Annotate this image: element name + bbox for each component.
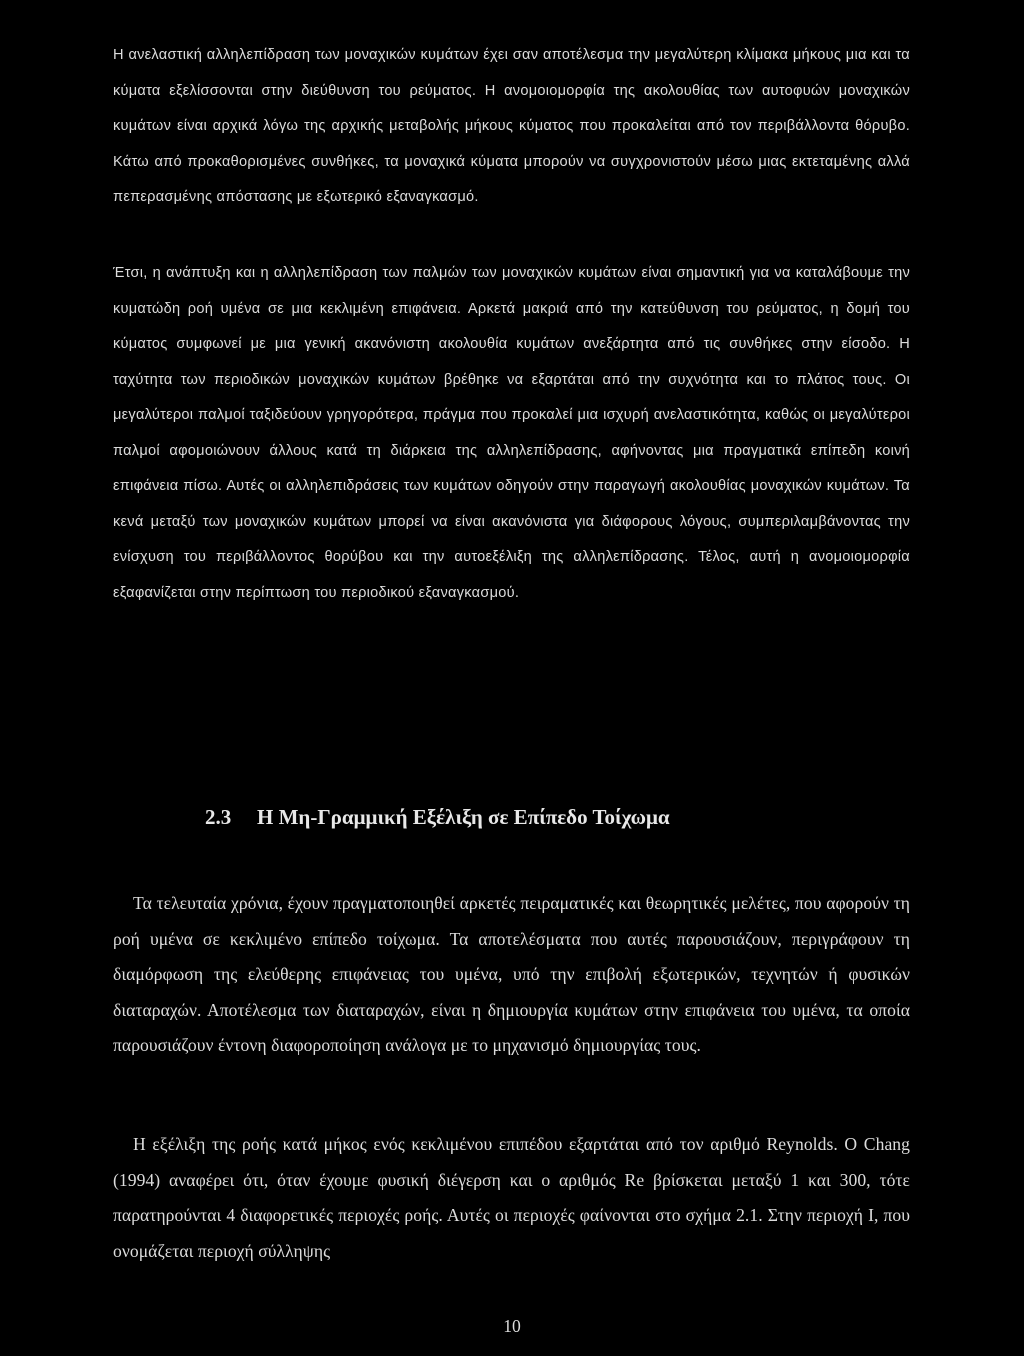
section-number: 2.3	[205, 805, 232, 829]
paragraph-pulse-interaction: Έτσι, η ανάπτυξη και η αλληλεπίδραση των παλμών των μοναχικών κυμάτων είναι σημαντική για να καταλάβουμε την κυματώδη ροή υμένα σε μια κεκλιμένη επιφάνεια. Αρκετά μακριά από την κατεύθυνση του ρεύματος, η δομή του κύματος συμφωνεί με μια γενική ακανόνιστη ακολουθία κυμάτων ανεξάρτητα από τις συνθήκες στην είσοδο. Η ταχύτητα των περιοδικών μοναχικών κυμάτων βρέθηκε να εξαρτάται από την συχνότητα και το πλάτος τους. Οι μεγαλύτεροι παλμοί ταξιδεύουν γρηγορότερα, πράγμα που προκαλεί μια ισχυρή ανελαστικότητα, καθώς οι μεγαλύτεροι παλμοί αφομοιώνουν άλλους κατά τη διάρκεια της αλληλεπίδρασης, αφήνοντας μια πραγματικά επίπεδη κοινή επιφάνεια πίσω. Αυτές οι αλληλεπιδράσεις των κυμάτων οδηγούν στην παραγωγή ακολουθίας μοναχικών κυμάτων. Τα κενά μεταξύ των μοναχικών κυμάτων μπορεί να είναι ακανόνιστα για διάφορους λόγους, συμπεριλαμβάνοντας την ενίσχυση του περιβάλλοντος θορύβου και την αυτοεξέλιξη της αλληλεπίδρασης. Τέλος, αυτή η ανομοιομορφία εξαφανίζεται στην περίπτωση του περιοδικού εξαναγκασμού.	[113, 265, 910, 601]
paragraph-recent-studies: Τα τελευταία χρόνια, έχουν πραγματοποιηθεί αρκετές πειραματικές και θεωρητικές μελέτες, που αφορούν τη ροή υμένα σε κεκλιμένο επίπεδο τοίχωμα. Τα αποτελέσματα που αυτές παρουσιάζουν, περιγράφουν τη διαμόρφωση της ελεύθερης επιφάνειας του υμένα, υπό την επιβολή εξωτερικών, τεχνητών ή φυσικών διαταραχών. Αποτέλεσμα των διαταραχών, είναι η δημιουργία κυμάτων στην επιφάνεια του υμένα, τα οποία παρουσιάζουν έντονη διαφοροποίηση ανάλογα με το μηχανισμό δημιουργίας τους.	[113, 893, 910, 1055]
section-heading	[205, 802, 670, 832]
paragraph-inelastic-interaction: Η ανελαστική αλληλεπίδραση των μοναχικών κυμάτων έχει σαν αποτέλεσμα την μεγαλύτερη κλίμακα μήκους μια και τα κύματα εξελίσσονται στην διεύθυνση του ρεύματος. Η ανομοιομορφία της ακολουθίας των αυτοφυών μοναχικών κυμάτων είναι αρχικά λόγω της αρχικής μεταβολής μήκους κύματος που προκαλείται από τον περιβάλλοντα θόρυβο. Κάτω από προκαθορισμένες συνθήκες, τα μοναχικά κύματα μπορούν να συγχρονιστούν μέσω μιας εκτεταμένης αλλά πεπερασμένης απόστασης με εξωτερικό εξαναγκασμό.	[113, 47, 910, 205]
section-title: Η Μη-Γραμμική Εξέλιξη σε Επίπεδο Τοίχωμα	[257, 805, 670, 829]
page-number: 10	[503, 1316, 521, 1336]
paragraph-reynolds-number: Η εξέλιξη της ροής κατά μήκος ενός κεκλιμένου επιπέδου εξαρτάται από τον αριθμό Reynolds. Ο Chang (1994) αναφέρει ότι, όταν έχουμε φυσική διέγερση και ο αριθμός Re βρίσκεται μεταξύ 1 και 300, τότε παρατηρούνται 4 διαφορετικές περιοχές ροής. Αυτές οι περιοχές φαίνονται στο σχήμα 2.1. Στην περιοχή I, που ονομάζεται περιοχή σύλληψης	[113, 1134, 910, 1261]
